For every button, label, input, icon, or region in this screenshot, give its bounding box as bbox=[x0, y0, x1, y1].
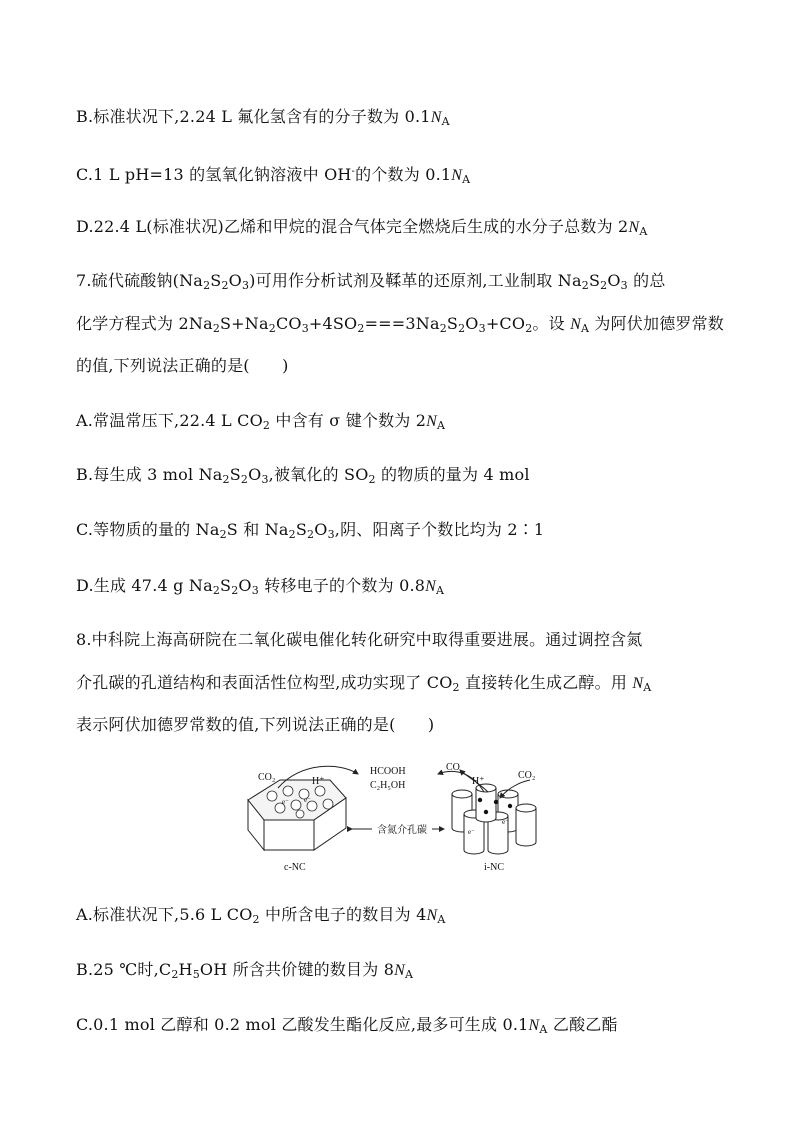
q7-option-d: D.生成 47.4 g $Na_2S_2O_3$ 转移电子的个数为 $0.8N_A$ bbox=[76, 576, 445, 597]
fig-product1: HCOOH bbox=[370, 766, 406, 777]
q8-stem-line2: 介孔碳的孔道结构和表面活性位构型,成功实现了 $CO_2$ 直接转化生成乙醇。用 $N_A$ bbox=[76, 673, 652, 694]
inc-cylinders bbox=[452, 784, 536, 854]
fig-electron-right-1: e⁻ bbox=[468, 828, 475, 836]
q8-option-b: B.25 ℃时$,C_2H_5OH$ 所含共价键的数目为 $8N_A$ bbox=[76, 960, 414, 981]
fig-electron-left-1: e⁻ bbox=[282, 798, 289, 806]
q8-stem-line1: 8.中科院上海高研院在二氧化碳电催化转化研究中取得重要进展。通过调控含氮 bbox=[76, 630, 643, 649]
fig-electron-right-2: e⁻ bbox=[502, 818, 509, 826]
q6-option-d: D.22.4 L(标准状况)乙烯和甲烷的混合气体完全燃烧后生成的水分子总数为 $2N_A$ bbox=[76, 217, 648, 238]
q8-option-a: A.标准状况下,5.6 L $CO_2$ 中所含电子的数目为 $4N_A$ bbox=[76, 905, 446, 926]
fig-label-inc: i-NC bbox=[484, 862, 504, 873]
q7-stem-line3: 的值,下列说法正确的是( ) bbox=[76, 356, 289, 375]
fig-co-right: CO bbox=[446, 762, 460, 773]
fig-label-cnc: c-NC bbox=[284, 862, 306, 873]
q7-option-c: C.等物质的量的 $Na_2S$ 和 $Na_2S_2O_3$,阴、阳离子个数比均为 2∶1 bbox=[76, 520, 545, 541]
fig-co2-left: CO₂ bbox=[258, 772, 276, 783]
q6-option-b: B.标准状况下,2.24 L 氟化氢含有的分子数为 $0.1N_A$ bbox=[76, 107, 450, 128]
fig-co2-right: CO₂ bbox=[518, 770, 536, 781]
catalyst-figure bbox=[240, 758, 560, 876]
q8-option-c: C.0.1 mol 乙醇和 0.2 mol 乙酸发生酯化反应,最多可生成 $0.1N_A$ 乙酸乙酯 bbox=[76, 1015, 618, 1036]
q8-stem-line3: 表示阿伏加德罗常数的值,下列说法正确的是( ) bbox=[76, 715, 435, 734]
q7-stem-line1: 7.硫代硫酸钠$(Na_2S_2O_3)$可用作分析试剂及鞣革的还原剂,工业制取 $Na_2S_2O_3$ 的总 bbox=[76, 271, 666, 292]
fig-electron-left-2: e⁻ bbox=[304, 796, 311, 804]
q7-option-b: B.每生成 3 mol $Na_2S_2O_3$,被氧化的 $SO_2$ 的物质的量为 4 mol bbox=[76, 465, 530, 486]
fig-center-label: 含氮介孔碳 bbox=[377, 825, 427, 836]
fig-h-right: H⁺ bbox=[472, 776, 485, 787]
q7-option-a: A.常温常压下,22.4 L $CO_2$ 中含有 σ 键个数为 $2N_A$ bbox=[76, 411, 446, 432]
fig-h-left: H⁺ bbox=[312, 776, 325, 787]
fig-product2: C₂H₅OH bbox=[370, 780, 406, 791]
q6-option-c: C.1 L pH=13 的氢氧化钠溶液中 OH-的个数为 $0.1N_A$ bbox=[76, 165, 471, 186]
q7-stem-line2: 化学方程式为 $2Na_2S+Na_2CO_3+4SO_2===3Na_2S_2O_3+CO_2$。设 $N_A$ 为阿伏加德罗常数 bbox=[76, 314, 725, 335]
